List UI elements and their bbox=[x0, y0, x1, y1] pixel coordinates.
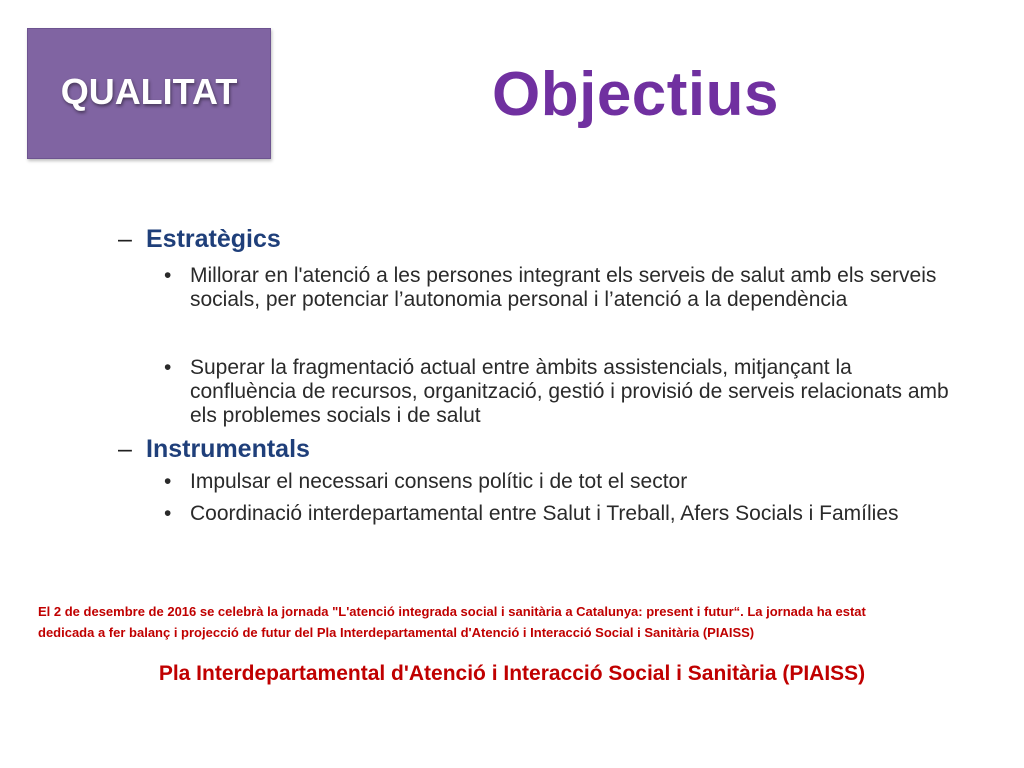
list-item-text: Impulsar el necessari consens polític i de tot el sector bbox=[190, 470, 688, 493]
list-item bbox=[164, 470, 978, 494]
section-heading-label: Estratègics bbox=[146, 225, 281, 253]
section-heading-instrumental bbox=[118, 434, 978, 464]
objectives-content bbox=[118, 224, 978, 526]
list-item-text: Millorar en l'atenció a les persones integrant els serveis de salut amb els serveis socials, per potenciar l’autonomia personal i l’atenció a la dependència bbox=[190, 264, 937, 311]
bullet-icon: • bbox=[164, 264, 172, 287]
list-item-text: Coordinació interdepartamental entre Salut i Treball, Afers Socials i Famílies bbox=[190, 502, 899, 525]
list-item bbox=[164, 264, 978, 312]
badge-label: QUALITAT bbox=[60, 70, 238, 112]
bullet-icon: • bbox=[164, 470, 172, 493]
event-note bbox=[38, 601, 998, 643]
section-heading-label: Instrumentals bbox=[146, 435, 310, 463]
list-item-text: Superar la fragmentació actual entre àmbits assistencials, mitjançant la confluència de recursos, organització, gestió i provisió de serveis relacionats amb els problemes socials i de salut bbox=[190, 356, 949, 427]
list-item bbox=[164, 356, 978, 428]
dash-marker: – bbox=[118, 225, 132, 253]
category-badge bbox=[27, 28, 271, 159]
bullet-icon: • bbox=[164, 356, 172, 379]
event-note-line: dedicada a fer balanç i projecció de futur del Pla Interdepartamental d'Atenció i Interacció Social i Sanitària (PIAISS) bbox=[38, 625, 755, 640]
dash-marker: – bbox=[118, 435, 132, 463]
section-heading-strategic bbox=[118, 224, 978, 254]
list-item bbox=[164, 502, 978, 526]
bullet-icon: • bbox=[164, 502, 172, 525]
slide-title: Objectius bbox=[492, 60, 780, 129]
event-note-line: El 2 de desembre de 2016 se celebrà la jornada "L'atenció integrada social i sanitària a Catalunya: present i futur“. La jornada ha estat bbox=[38, 604, 866, 619]
plan-title: Pla Interdepartamental d'Atenció i Interacció Social i Sanitària (PIAISS) bbox=[158, 662, 866, 685]
